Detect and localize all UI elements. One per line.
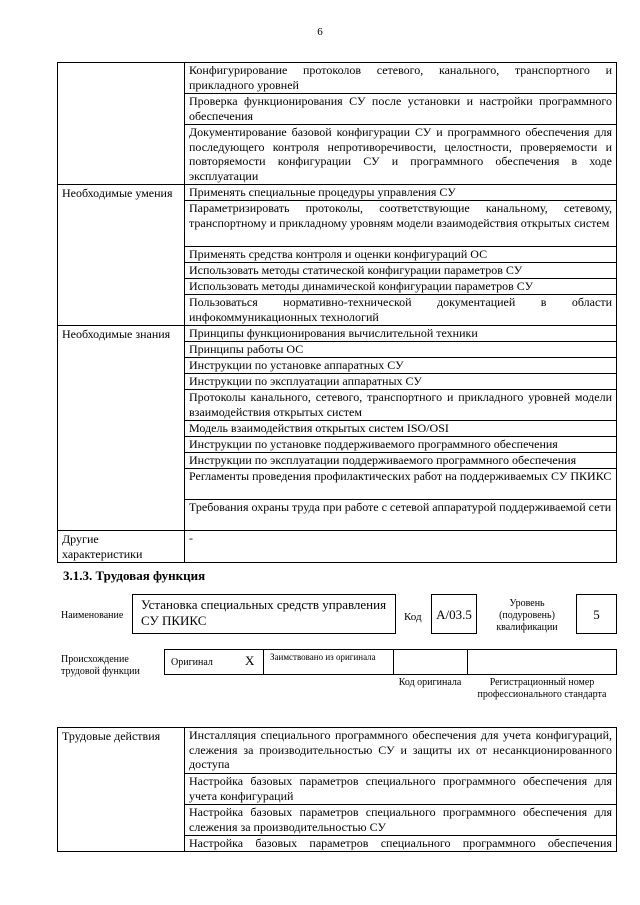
table-row: Конфигурирование протоколов сетевого, канального, транспортного и прикладного уровней bbox=[185, 63, 617, 94]
code-original-box bbox=[393, 649, 468, 675]
table-row: Проверка функционирования СУ после установки и настройки программного обеспечения bbox=[185, 94, 617, 125]
borrowed-box bbox=[263, 649, 394, 675]
table-row: Требования охраны труда при работе с сетевой аппаратурой поддерживаемой сети bbox=[185, 500, 617, 531]
table-row: Принципы функционирования вычислительной техники bbox=[185, 326, 617, 342]
table-row: Модель взаимодействия открытых систем ISO/OSI bbox=[185, 421, 617, 437]
original-box bbox=[164, 649, 264, 675]
table-row: Документирование базовой конфигурации СУ и программного обеспечения для последующего контроля непротиворечивости, целостности, проверяемости и повторяемости конфигурации СУ и программного обеспечения в ходе эксплуатации bbox=[185, 125, 617, 185]
function-code-box bbox=[431, 594, 477, 634]
name-label: Наименование bbox=[61, 610, 124, 621]
table-row: Инструкции по установке аппаратных СУ bbox=[185, 358, 617, 374]
table-row: Настройка базовых параметров специального программного обеспечения bbox=[185, 836, 617, 852]
table-row: Регламенты проведения профилактических работ на поддерживаемых СУ ПКИКС bbox=[185, 469, 617, 500]
function-name: Установка специальных средств управления СУ ПКИКС bbox=[141, 597, 387, 628]
table-row: Протоколы канального, сетевого, транспортного и прикладного уровней модели взаимодействия открытых систем bbox=[185, 390, 617, 421]
labor-actions-table bbox=[57, 727, 617, 852]
level-box bbox=[576, 594, 617, 634]
level-value: 5 bbox=[593, 607, 600, 622]
reg-number-box bbox=[467, 649, 617, 675]
reg-number-caption: Регистрационный номер профессионального стандарта bbox=[477, 677, 607, 700]
table-row: Параметризировать протоколы, соответствующие канальному, сетевому, транспортному и прикладному уровням модели взаимодействия открытых систем bbox=[185, 201, 617, 247]
table-row: Инструкции по эксплуатации аппаратных СУ bbox=[185, 374, 617, 390]
table-row: Пользоваться нормативно-технической документацией в области инфокоммуникационных технологий bbox=[185, 295, 617, 326]
table-row: - bbox=[185, 531, 617, 563]
section-title: 3.1.3. Трудовая функция bbox=[63, 568, 206, 583]
competency-table bbox=[57, 62, 617, 563]
category-knowledge: Необходимые знания bbox=[58, 326, 185, 531]
table-row: Инструкции по установке поддерживаемого программного обеспечения bbox=[185, 437, 617, 453]
table-row: Настройка базовых параметров специального программного обеспечения для слежения за производительностью СУ bbox=[185, 805, 617, 836]
table-row: Применять средства контроля и оценки конфигураций ОС bbox=[185, 247, 617, 263]
table-row: Инсталляция специального программного обеспечения для учета конфигураций, слежения за производительностью СУ и защиты их от несанкционированного доступа bbox=[185, 728, 617, 774]
table-row: Использовать методы динамической конфигурации параметров СУ bbox=[185, 279, 617, 295]
level-label: Уровень (подуровень) квалификации bbox=[496, 598, 558, 633]
original-label: Оригинал bbox=[171, 657, 213, 668]
code-label: Код bbox=[404, 611, 422, 623]
borrowed-label: Заимствовано из оригинала bbox=[270, 652, 376, 662]
category-skills: Необходимые умения bbox=[58, 185, 185, 326]
function-code: A/03.5 bbox=[436, 607, 472, 622]
origin-label: Происхождение трудовой функции bbox=[61, 654, 140, 677]
category-cell-continued bbox=[58, 63, 185, 185]
table-row: Принципы работы ОС bbox=[185, 342, 617, 358]
page-number: 6 bbox=[317, 26, 323, 38]
table-row: Применять специальные процедуры управления СУ bbox=[185, 185, 617, 201]
table-row: Использовать методы статической конфигурации параметров СУ bbox=[185, 263, 617, 279]
original-mark: X bbox=[245, 653, 255, 668]
category-labor-actions: Трудовые действия bbox=[58, 728, 185, 852]
function-name-box bbox=[132, 594, 396, 634]
category-other: Другие характеристики bbox=[58, 531, 185, 563]
table-row: Инструкции по эксплуатации поддерживаемого программного обеспечения bbox=[185, 453, 617, 469]
table-row: Настройка базовых параметров специального программного обеспечения для учета конфигураций bbox=[185, 774, 617, 805]
code-original-caption: Код оригинала bbox=[398, 677, 462, 688]
